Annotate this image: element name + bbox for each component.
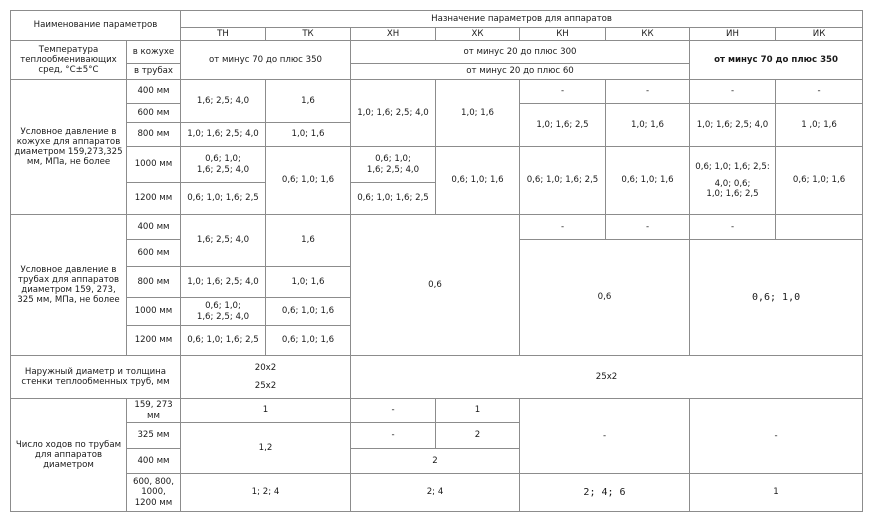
shell-diam-600: 600 мм xyxy=(127,104,181,123)
shell-ik-400: - xyxy=(776,80,863,104)
shell-xk-1000-1200: 0,6; 1,0; 1,6 xyxy=(436,147,520,215)
shell-xn-1000-line1: 0,6; 1,0; xyxy=(375,154,411,165)
tube-x-all: 0,6 xyxy=(351,215,520,356)
tube-tk-800: 1,0; 1,6 xyxy=(266,267,351,298)
shell-diam-400: 400 мм xyxy=(127,80,181,104)
shell-in-1000-1200-line1: 0,6; 1,0; 1,6; 2,5: xyxy=(695,161,770,172)
shell-kk-800: 1,0; 1,6 xyxy=(606,104,690,147)
type-header-in: ИН xyxy=(690,28,776,41)
temperature-xk-shell: от минус 20 до плюс 300 xyxy=(351,41,690,64)
shell-kk-1000-1200: 0,6; 1,0; 1,6 xyxy=(606,147,690,215)
shell-ik-800: 1 ,0; 1,6 xyxy=(776,104,863,147)
shell-diam-1000: 1000 мм xyxy=(127,147,181,183)
diameter-row xyxy=(11,356,863,399)
diameter-t-values xyxy=(181,356,351,399)
passes-k-small: - xyxy=(520,399,690,474)
shell-xn-1000-line2: 1,6; 2,5; 4,0 xyxy=(366,164,420,175)
temperature-xk-tubes: от минус 20 до плюс 60 xyxy=(351,64,690,80)
passes-k-large: 2; 4; 6 xyxy=(520,474,690,512)
type-header-kn: КН xyxy=(520,28,606,41)
tube-i-all: 0,6; 1,0 xyxy=(690,240,863,356)
temperature-in-shell-label: в кожухе xyxy=(127,41,181,64)
passes-diam-325: 325 мм xyxy=(127,423,181,449)
passes-xk-325: 2 xyxy=(436,423,520,449)
tube-tn-1000-line2: 1,6; 2,5; 4,0 xyxy=(196,311,250,322)
tube-tn-1000-line1: 0,6; 1,0; xyxy=(205,301,241,312)
temperature-in-tubes-label: в трубах xyxy=(127,64,181,80)
type-header-tn: ТН xyxy=(181,28,266,41)
passes-xn-325: - xyxy=(351,423,436,449)
passes-x-large: 2; 4 xyxy=(351,474,520,512)
passes-diam-large-line3: 1200 мм xyxy=(134,497,173,508)
tube-kn-400: - xyxy=(520,215,606,240)
shell-in-800: 1,0; 1,6; 2,5; 4,0 xyxy=(690,104,776,147)
shell-tn-800: 1,0; 1,6; 2,5; 4,0 xyxy=(181,123,266,147)
shell-tn-1000 xyxy=(181,147,266,183)
shell-pressure-row-400 xyxy=(11,80,863,104)
passes-xn-159: - xyxy=(351,399,436,423)
tube-diam-600: 600 мм xyxy=(127,240,181,267)
passes-row-159 xyxy=(11,399,863,423)
passes-diam-400: 400 мм xyxy=(127,449,181,474)
passes-t-mid: 1,2 xyxy=(181,423,351,474)
shell-diam-1200: 1200 мм xyxy=(127,183,181,215)
shell-tn-400-600: 1,6; 2,5; 4,0 xyxy=(181,80,266,123)
tube-pressure-label: Условное давление в трубах для аппаратов диаметром 159, 273, 325 мм, МПа, не более xyxy=(11,215,127,356)
param-name-header: Наименование параметров xyxy=(11,11,181,41)
tube-tn-1200: 0,6; 1,0; 1,6; 2,5 xyxy=(181,326,266,356)
shell-in-1000-1200-line3: 1,0; 1,6; 2,5 xyxy=(706,189,759,200)
shell-diam-800: 800 мм xyxy=(127,123,181,147)
passes-diam-159: 159, 273 мм xyxy=(127,399,181,423)
type-header-ik: ИК xyxy=(776,28,863,41)
shell-pressure-label: Условное давление в кожухе для аппаратов диаметром 159,273,325 мм, МПа, не более xyxy=(11,80,127,215)
tube-k-all: 0,6 xyxy=(520,240,690,356)
temperature-t-range: от минус 70 до плюс 350 xyxy=(181,41,351,80)
diameter-t-line2: 25x2 xyxy=(254,380,277,391)
shell-xn-1200: 0,6; 1,0; 1,6; 2,5 xyxy=(351,183,436,215)
shell-tk-800: 1,0; 1,6 xyxy=(266,123,351,147)
passes-xk-159: 1 xyxy=(436,399,520,423)
tube-tn-800: 1,0; 1,6; 2,5; 4,0 xyxy=(181,267,266,298)
passes-t-159: 1 xyxy=(181,399,351,423)
header-row-1 xyxy=(11,11,863,28)
shell-tk-1000-1200: 0,6; 1,0; 1,6 xyxy=(266,147,351,215)
passes-row-large xyxy=(11,474,863,512)
tube-pressure-row-400 xyxy=(11,215,863,240)
tube-diam-1200: 1200 мм xyxy=(127,326,181,356)
shell-kn-800: 1,0; 1,6; 2,5 xyxy=(520,104,606,147)
passes-diam-large-line1: 600, 800, xyxy=(132,477,174,488)
type-header-tk: ТК xyxy=(266,28,351,41)
diameter-t-line1: 20x2 xyxy=(254,363,277,374)
tube-ik-400 xyxy=(776,215,863,240)
diameter-rest: 25x2 xyxy=(351,356,863,399)
shell-xn-400-800: 1,0; 1,6; 2,5; 4,0 xyxy=(351,80,436,147)
shell-pressure-row-1000 xyxy=(11,147,863,178)
diameter-label: Наружный диаметр и толщина стенки теплообменных труб, мм xyxy=(11,356,181,399)
type-header-xk: ХК xyxy=(436,28,520,41)
shell-tn-1000-line2: 1,6; 2,5; 4,0 xyxy=(196,164,250,175)
shell-in-1000-1200 xyxy=(690,147,776,215)
shell-kk-400: - xyxy=(606,80,690,104)
passes-i-small: - xyxy=(690,399,863,474)
shell-ik-1000-1200: 0,6; 1,0; 1,6 xyxy=(776,147,863,215)
tube-diam-1000: 1000 мм xyxy=(127,298,181,326)
spec-table-container xyxy=(10,10,863,512)
passes-x-400: 2 xyxy=(351,449,520,474)
purpose-header: Назначение параметров для аппаратов xyxy=(181,11,863,28)
shell-tk-400-600: 1,6 xyxy=(266,80,351,123)
passes-label: Число ходов по трубам для аппаратов диаметром xyxy=(11,399,127,512)
tube-kk-400: - xyxy=(606,215,690,240)
shell-in-1000-1200-line2: 4,0; 0,6; xyxy=(714,178,751,189)
temperature-row-shell xyxy=(11,41,863,64)
passes-diam-large-line2: 1000, xyxy=(141,487,166,498)
shell-kn-1000-1200: 0,6; 1,0; 1,6; 2,5 xyxy=(520,147,606,215)
shell-kn-400: - xyxy=(520,80,606,104)
shell-in-400: - xyxy=(690,80,776,104)
shell-xk-400-800: 1,0; 1,6 xyxy=(436,80,520,147)
temperature-ik-range: от минус 70 до плюс 350 xyxy=(690,41,863,80)
shell-tn-1200: 0,6; 1,0; 1,6; 2,5 xyxy=(181,183,266,215)
type-header-xn: ХН xyxy=(351,28,436,41)
passes-t-large: 1; 2; 4 xyxy=(181,474,351,512)
temperature-label: Температура теплообменивающих сред, °С±5°С xyxy=(11,41,127,80)
tube-tn-400-600: 1,6; 2,5; 4,0 xyxy=(181,215,266,267)
tube-tk-400-600: 1,6 xyxy=(266,215,351,267)
shell-tn-1000-line1: 0,6; 1,0; xyxy=(205,154,241,165)
tube-diam-800: 800 мм xyxy=(127,267,181,298)
passes-diam-large xyxy=(127,474,181,512)
tube-in-400: - xyxy=(690,215,776,240)
passes-i-large: 1 xyxy=(690,474,863,512)
tube-tk-1200: 0,6; 1,0; 1,6 xyxy=(266,326,351,356)
tube-diam-400: 400 мм xyxy=(127,215,181,240)
tube-tk-1000: 0,6; 1,0; 1,6 xyxy=(266,298,351,326)
shell-xn-1000 xyxy=(351,147,436,183)
type-header-kk: КК xyxy=(606,28,690,41)
parameters-table xyxy=(10,10,863,512)
tube-tn-1000 xyxy=(181,298,266,326)
